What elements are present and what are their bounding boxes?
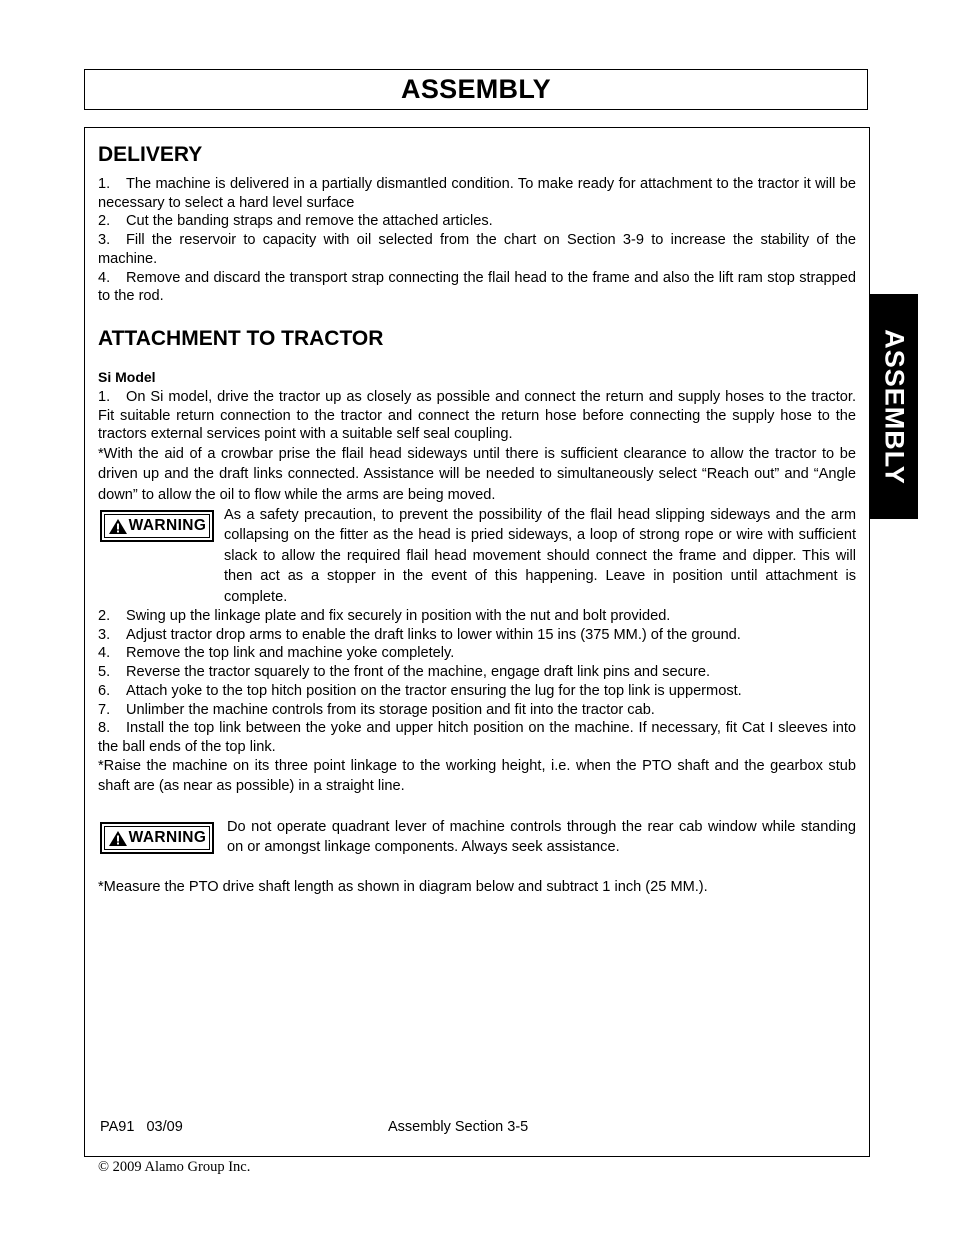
delivery-item-2: 2. Cut the banding straps and remove the attached articles. [98, 213, 493, 230]
side-tab-label: ASSEMBLY [879, 328, 909, 485]
delivery-heading: DELIVERY [98, 143, 203, 166]
attachment-heading: ATTACHMENT TO TRACTOR [98, 327, 384, 350]
warning-1-text: As a safety precaution, to prevent the possibility of the flail head slipping sideways and the arm collapsing on the fitter as the head is pried sideways, a loop of strong rope or wire with sufficient slack to allow the required flail head movement should connect the frame and dipper. This will then act as a stopper in the event of this happening. Leave in position until attachment is complete. [224, 507, 856, 605]
attachment-step-2: 2. Swing up the linkage plate and fix securely in position with the nut and bolt provided. [98, 608, 671, 624]
si-model-subheading: Si Model [98, 369, 156, 385]
warning-label-text: WARNING [128, 829, 207, 846]
warning-label-2 [100, 822, 214, 854]
attachment-step-1: 1. On Si model, drive the tractor up as closely as possible and connect the return and supply hoses to the tractor. Fit suitable return connection to the tractor and connect the return hose before connecting the supply hose to the tractors external services point with a suitable self seal coupling. [98, 389, 856, 443]
page-title: ASSEMBLY [401, 74, 551, 104]
delivery-item-3: 3. Fill the reservoir to capacity with oil selected from the chart on Section 3-9 to increase the stability of the machine. [98, 232, 856, 267]
warning-2-text: Do not operate quadrant lever of machine controls through the rear cab window while standing on or amongst linkage components. Always seek assistance. [227, 819, 856, 855]
attachment-step-8: 8. Install the top link between the yoke and upper hitch position on the machine. If necessary, fit Cat I sleeves into the ball ends of the top link. [98, 720, 856, 755]
footer-doc-id: PA91 03/09 [100, 1119, 183, 1135]
attachment-step-7: 7. Unlimber the machine controls from its storage position and fit into the tractor cab. [98, 701, 655, 718]
footer-page-number: Assembly Section 3-5 [388, 1119, 529, 1135]
attachment-steps-list [98, 607, 856, 757]
section-side-tab [869, 294, 918, 519]
attachment-step-5: 5. Reverse the tractor squarely to the front of the machine, engage draft link pins and secure. [98, 664, 711, 681]
delivery-list [98, 175, 856, 306]
raise-machine-note: *Raise the machine on its three point linkage to the working height, i.e. when the PTO shaft and the gearbox stub shaft are (as near as possible) in a straight line. [98, 758, 856, 794]
attachment-step-3: 3. Adjust tractor drop arms to enable the draft links to lower within 15 ins (375 MM.) of the ground. [98, 626, 741, 643]
page-title-box [84, 69, 868, 110]
warning-label-1 [100, 510, 214, 542]
warning-triangle-icon [108, 830, 128, 847]
delivery-item-1: 1. The machine is delivered in a partially dismantled condition. To make ready for attachment to the tractor it will be necessary to select a hard level surface [98, 176, 856, 211]
warning-triangle-icon [108, 518, 128, 535]
attachment-step-6: 6. Attach yoke to the top hitch position on the tractor ensuring the lug for the top link is uppermost. [98, 682, 742, 699]
pto-measure-note: *Measure the PTO drive shaft length as shown in diagram below and subtract 1 inch (25 MM.). [98, 879, 708, 895]
attachment-step-4: 4. Remove the top link and machine yoke completely. [98, 645, 455, 662]
copyright-notice: © 2009 Alamo Group Inc. [98, 1159, 251, 1175]
crowbar-note: *With the aid of a crowbar prise the flail head sideways until there is sufficient clearance to allow the tractor to be driven up and the draft links connected. Assistance will be needed to simultaneously select “Reach out” and “Angle down” to allow the oil to flow while the arms are being moved. [98, 446, 856, 503]
delivery-item-4: 4. Remove and discard the transport strap connecting the flail head to the frame and also the lift ram stop strapped to the rod. [98, 269, 856, 305]
warning-label-text: WARNING [128, 517, 207, 534]
